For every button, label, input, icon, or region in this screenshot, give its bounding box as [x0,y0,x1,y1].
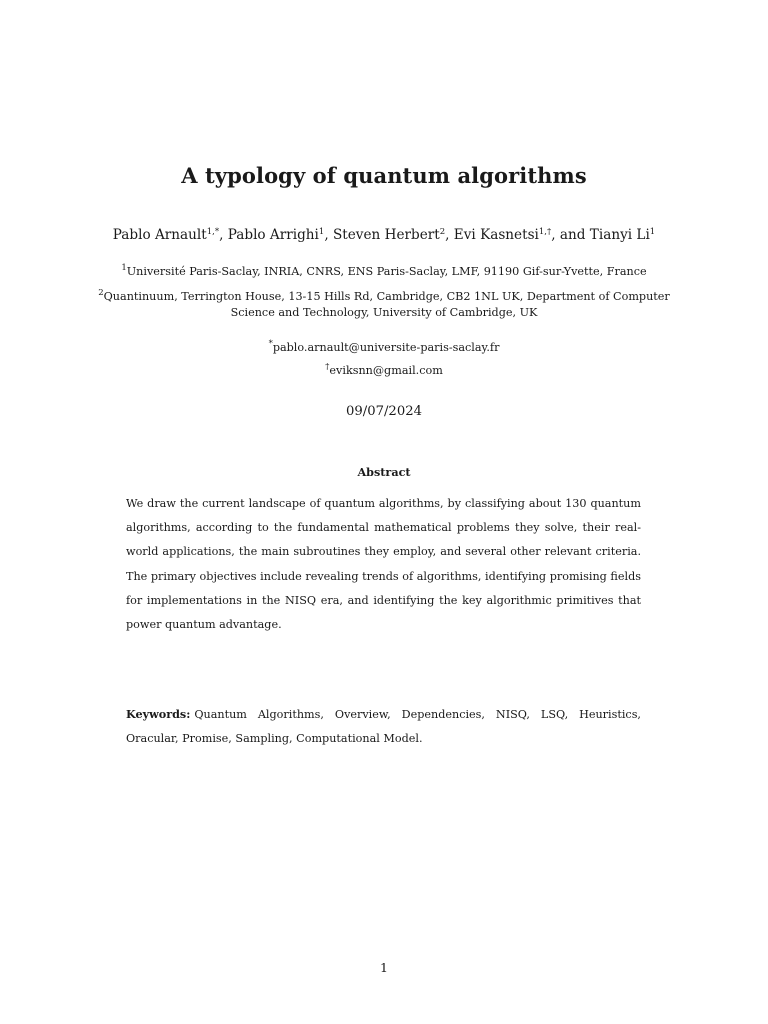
affiliation-mark: 2 [98,288,104,298]
abstract-text: We draw the current landscape of quantum algorithms, by classifying about 130 quantum algorithms, according to the fundamental mathematical problems they solve, their real-world applications, the main subroutines they employ, and several other relevant criteria. The primary objectives include revealing trends of algorithms, identifying promising fields for implementations in the NISQ era, and identifying the key algorithmic primitives that power quantum advantage. [126,497,641,632]
author-name: Pablo Arnault [112,227,207,243]
author-name: Tianyi Li [589,227,650,243]
author-marks: 2 [439,227,446,237]
author-name: Evi Kasnetsi [453,227,539,243]
paper-date: 09/07/2024 [345,404,422,419]
paper-title: A typology of quantum algorithms [181,163,587,188]
author-name: Steven Herbert [332,227,440,243]
author-list [0,227,768,243]
keywords-label: Keywords: [126,707,191,721]
keywords-text: Quantum Algorithms, Overview, Dependencies, NISQ, LSQ, Heuristics, Oracular, Promise, Sampling, Computational Model. [126,708,641,746]
corresponding-email [0,364,768,377]
email-mark: * [268,339,273,349]
author-marks: 1,† [538,227,552,237]
author-separator: , [219,227,228,243]
author-separator: , [445,227,454,243]
corresponding-email [0,341,768,354]
affiliation [0,264,768,280]
abstract-heading: Abstract [357,465,411,479]
author-name: Pablo Arrighi [227,227,319,243]
author-marks: 1,* [206,227,220,237]
affiliation-text: Université Paris-Saclay, INRIA, CNRS, ENS Paris-Saclay, LMF, 91190 Gif-sur-Yvette, France [126,265,647,278]
author-separator: , [324,227,333,243]
affiliation [92,289,676,320]
keywords-section [126,702,641,751]
affiliation-text: Quantinuum, Terrington House, 13-15 Hills Rd, Cambridge, CB2 1NL UK, Department of Computer Science and Technology, University of Cambridge, UK [103,290,670,319]
author-separator: , and [551,227,590,243]
page-number: 1 [380,960,388,975]
email-link[interactable]: eviksnn@gmail.com [329,364,443,377]
email-link[interactable]: pablo.arnault@universite-paris-saclay.fr [272,341,500,354]
author-marks: 1 [649,227,656,237]
affiliation-mark: 1 [121,263,127,273]
author-marks: 1 [318,227,325,237]
email-mark: † [325,362,330,372]
